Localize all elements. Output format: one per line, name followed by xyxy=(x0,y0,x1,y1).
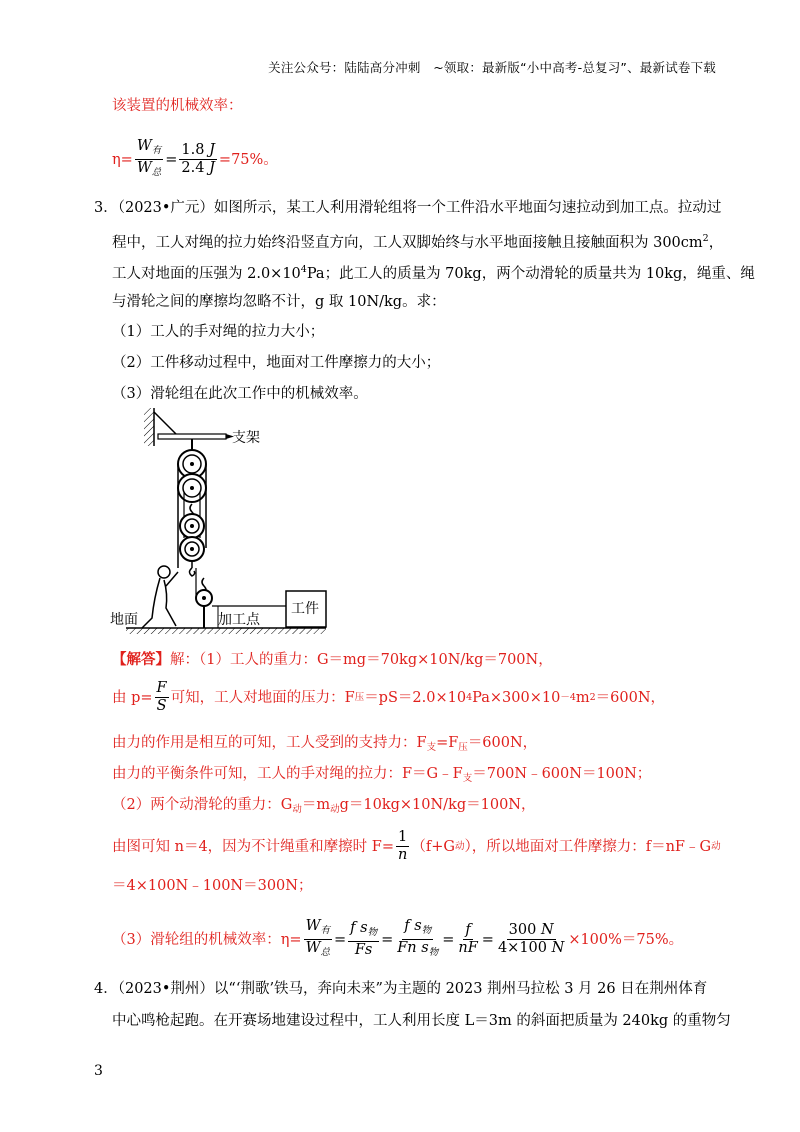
w-sub-you: 有 xyxy=(151,145,162,156)
answer-line2: 由 p= $\frac{F}{S}$ 可知，工人对地面的压力：F 压 ＝pS＝2.0×10 4 Pa×300×10 －4 m 2 ＝600N， xyxy=(112,680,666,714)
eta-symbol: η= xyxy=(112,151,133,168)
support-label: 支架 xyxy=(232,430,260,446)
w-sub-zong: 总 xyxy=(151,167,162,178)
q3-sub3: （3）滑轮组在此次工作中的机械效率。 xyxy=(112,386,368,402)
w-symbol: W xyxy=(136,160,152,176)
q3-sub2: （2）工件移动过程中，地面对工件摩擦力的大小； xyxy=(112,355,441,371)
q3-sub1: （1）工人的手对绳的拉力大小； xyxy=(112,324,325,340)
work-total: 2.4 xyxy=(181,160,205,176)
worker-body xyxy=(142,572,178,628)
efficiency-label: 该装置的机械效率： xyxy=(112,98,243,114)
unit-j: J xyxy=(209,142,215,158)
pulley-figure xyxy=(108,408,348,638)
q4-line2: 中心鸣枪起跑。在开赛场地建设过程中，工人利用长度 L＝3m 的斜面把质量为 240kg 的重物匀 xyxy=(112,1013,731,1029)
support-beam xyxy=(158,434,226,439)
work-useful: 1.8 xyxy=(181,142,205,158)
wall-hatch xyxy=(144,408,154,446)
w-symbol: W xyxy=(136,138,152,154)
ground-label: 地面 xyxy=(110,612,138,628)
q3-line3: 工人对地面的压强为 $2.0\times 10^4Pa$；此工人的质量为 70kg，两个动滑轮的质量共为 10kg，绳重、绳 xyxy=(112,264,755,282)
efficiency-result: =75%。 xyxy=(218,151,278,168)
q3-line1: 3．（2023•广元）如图所示，某工人利用滑轮组将一个工件沿水平地面匀速拉动到加工点。拉动过 xyxy=(94,200,722,216)
workpiece-label: 工件 xyxy=(291,601,319,617)
bottom-hook xyxy=(190,568,195,576)
ground-hatch xyxy=(126,628,326,634)
page-number: 3 xyxy=(94,1063,103,1079)
brace xyxy=(154,412,178,436)
q4-line1: 4．（2023•荆州）以“‘荆歌’铁马，奔向未来”为主题的 2023 荆州马拉松 3 月 26 日在荆州体育 xyxy=(94,981,708,997)
answer-line8: （3）滑轮组的机械效率：η= $\frac{W_有}{W_总}$ = $\frac{f s_物}{Fs}$ = $\frac{f s_物}{Fn s_物}$ = $\frac{f}{nF}$ = $\frac{300 N}{4\times 100 N}$ ×100%＝75%。 xyxy=(112,918,684,958)
q3-line2: 程中，工人对绳的拉力始终沿竖直方向，工人双脚始终与水平地面接触且接触面积为 $300cm^2$， xyxy=(112,233,724,251)
equals: = xyxy=(165,151,178,168)
answer-tag: 【解答】 xyxy=(112,651,170,668)
answer-line5: （2）两个动滑轮的重力：$G_动=m_动g=10kg\times 10N/kg=100N$， xyxy=(112,797,536,815)
q3-line4: 与滑轮之间的摩擦均忽略不计，g 取 10N/kg。求： xyxy=(112,294,446,310)
answer-line7: ＝4×100N﹣100N＝300N； xyxy=(112,878,313,894)
answer-line3: 由力的作用是相互的可知，工人受到的支持力：$F_支=F_压=600N$， xyxy=(112,735,538,753)
answer-line6: 由图可知 n＝4，因为不计绳重和摩擦时 F= $\frac{1}{n}$ （f+G 动 ），所以地面对工件摩擦力：f＝nF﹣G 动 xyxy=(112,829,721,863)
efficiency-formula xyxy=(112,138,278,181)
worker-head xyxy=(158,566,170,578)
answer-line1: 【解答】解：（1）工人的重力：G＝mg＝70kg×10N/kg＝700N， xyxy=(112,651,553,668)
answer-line4: 由力的平衡条件可知，工人的手对绳的拉力：$F=G﹣F_支=700N﹣600N=100N$； xyxy=(112,766,652,784)
unit-j: J xyxy=(209,160,215,176)
page-header: 关注公众号：陆陆高分冲刺 ~领取：最新版“小中高考-总复习”、最新试卷下载 xyxy=(268,60,716,75)
point-label: 加工点 xyxy=(218,612,260,628)
